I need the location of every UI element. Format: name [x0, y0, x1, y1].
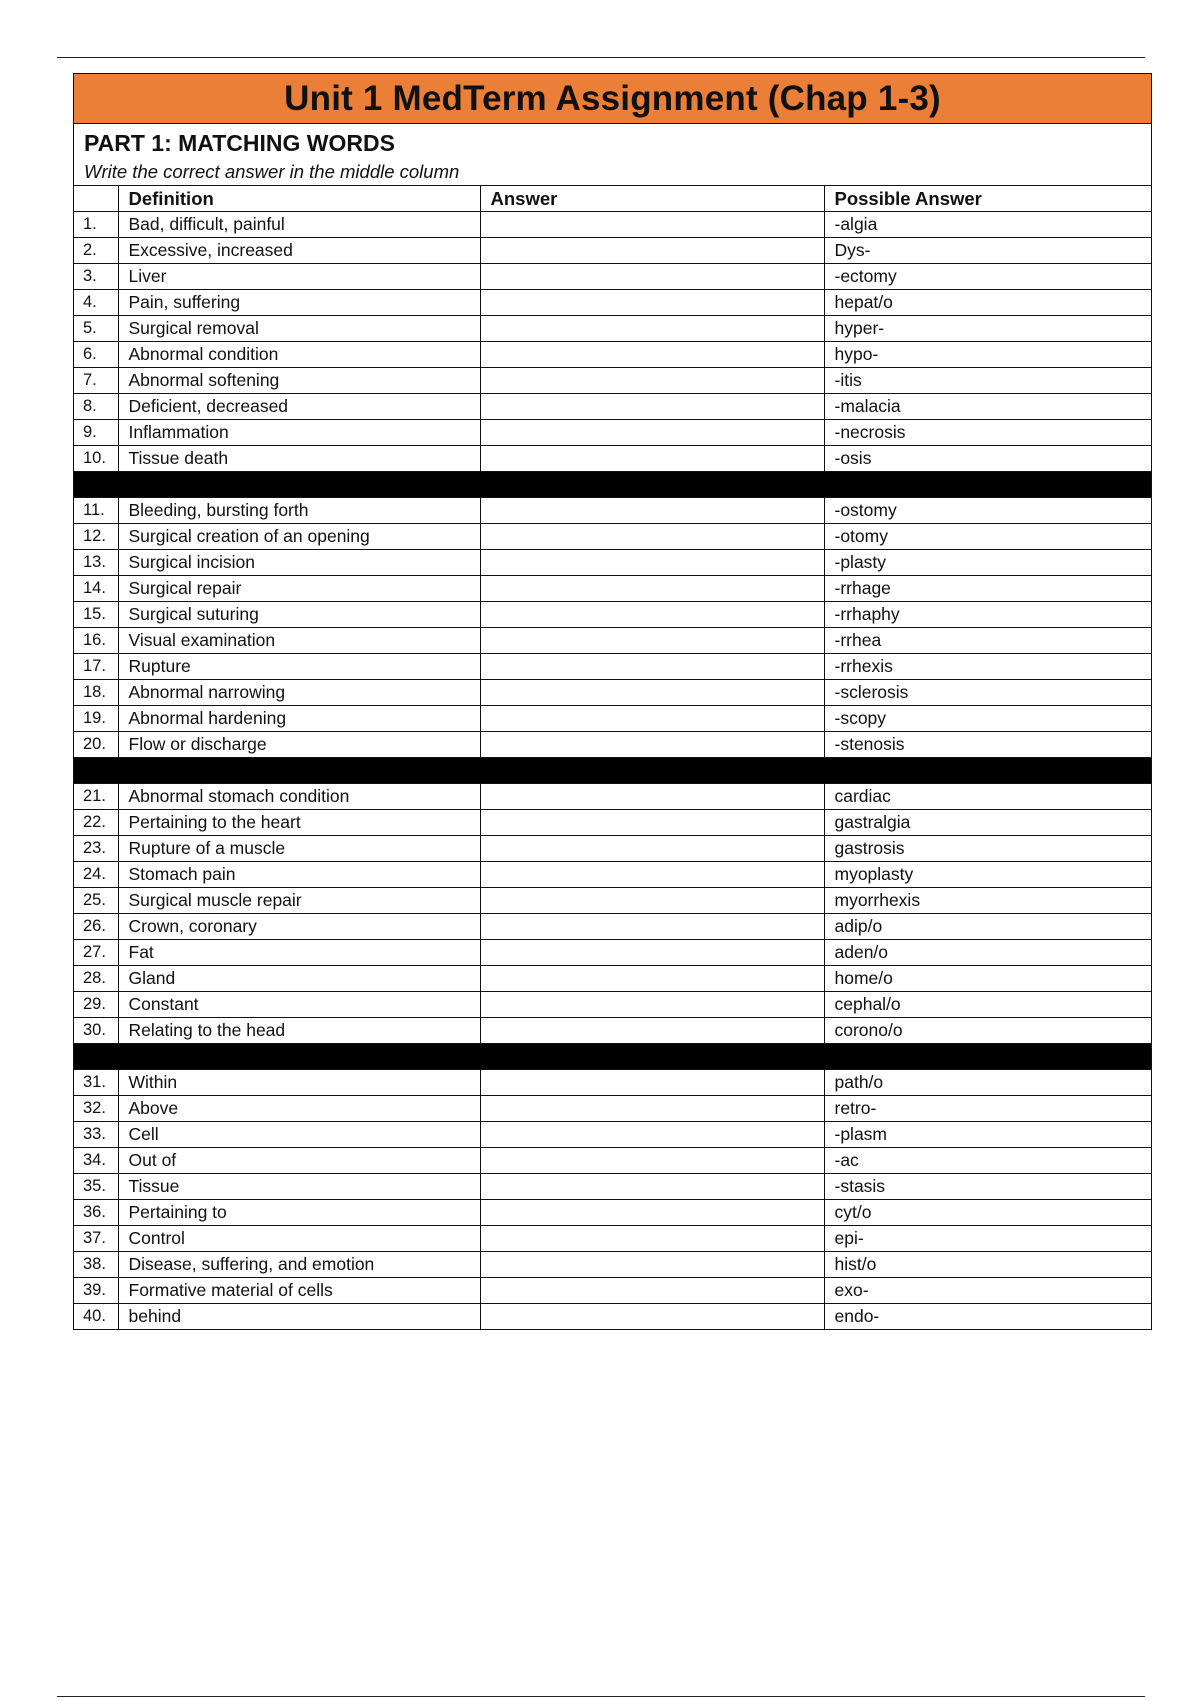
table-row: [74, 264, 1151, 290]
row-number: 7.: [74, 368, 118, 394]
definition-cell: Inflammation: [118, 420, 480, 446]
table-row: [74, 290, 1151, 316]
answer-cell[interactable]: [480, 498, 824, 524]
answer-cell[interactable]: [480, 628, 824, 654]
table-row: [74, 1018, 1151, 1044]
row-number: 11.: [74, 498, 118, 524]
definition-column-header: Definition: [118, 186, 480, 212]
possible-answer-cell: -rrhexis: [824, 654, 1151, 680]
table-row: [74, 1278, 1151, 1304]
answer-cell[interactable]: [480, 342, 824, 368]
row-number: 1.: [74, 212, 118, 238]
answer-cell[interactable]: [480, 914, 824, 940]
table-row: [74, 732, 1151, 758]
definition-cell: Stomach pain: [118, 862, 480, 888]
definition-cell: Abnormal stomach condition: [118, 784, 480, 810]
possible-answer-cell: -plasm: [824, 1122, 1151, 1148]
definition-cell: Surgical repair: [118, 576, 480, 602]
row-number: 9.: [74, 420, 118, 446]
table-row: [74, 966, 1151, 992]
definition-cell: Out of: [118, 1148, 480, 1174]
answer-cell[interactable]: [480, 940, 824, 966]
definition-cell: Constant: [118, 992, 480, 1018]
answer-cell[interactable]: [480, 394, 824, 420]
definition-cell: Gland: [118, 966, 480, 992]
answer-cell[interactable]: [480, 524, 824, 550]
table-row: [74, 602, 1151, 628]
table-row: [74, 212, 1151, 238]
table-row: [74, 992, 1151, 1018]
answer-cell[interactable]: [480, 1070, 824, 1096]
possible-answer-cell: -scopy: [824, 706, 1151, 732]
row-number: 24.: [74, 862, 118, 888]
row-number: 12.: [74, 524, 118, 550]
number-column-header: [74, 186, 118, 212]
answer-cell[interactable]: [480, 1200, 824, 1226]
row-number: 19.: [74, 706, 118, 732]
row-number: 39.: [74, 1278, 118, 1304]
possible-answer-cell: -algia: [824, 212, 1151, 238]
answer-cell[interactable]: [480, 1122, 824, 1148]
table-row: [74, 524, 1151, 550]
table-row: [74, 836, 1151, 862]
possible-answer-cell: -plasty: [824, 550, 1151, 576]
row-number: 8.: [74, 394, 118, 420]
possible-answer-cell: gastralgia: [824, 810, 1151, 836]
row-number: 32.: [74, 1096, 118, 1122]
row-number: 14.: [74, 576, 118, 602]
row-number: 21.: [74, 784, 118, 810]
possible-answer-cell: cephal/o: [824, 992, 1151, 1018]
possible-answer-cell: hyper-: [824, 316, 1151, 342]
matching-table: [74, 186, 1151, 1329]
row-number: 2.: [74, 238, 118, 264]
divider-bar: [74, 472, 1151, 498]
definition-cell: Pain, suffering: [118, 290, 480, 316]
row-number: 13.: [74, 550, 118, 576]
table-row: [74, 420, 1151, 446]
row-number: 33.: [74, 1122, 118, 1148]
answer-cell[interactable]: [480, 316, 824, 342]
row-number: 18.: [74, 680, 118, 706]
possible-answer-cell: hypo-: [824, 342, 1151, 368]
table-row: [74, 316, 1151, 342]
row-number: 23.: [74, 836, 118, 862]
table-row: [74, 1148, 1151, 1174]
answer-cell[interactable]: [480, 420, 824, 446]
answer-cell[interactable]: [480, 810, 824, 836]
table-row: [74, 940, 1151, 966]
possible-answer-cell: corono/o: [824, 1018, 1151, 1044]
definition-cell: Flow or discharge: [118, 732, 480, 758]
possible-answer-cell: -ac: [824, 1148, 1151, 1174]
definition-cell: Tissue: [118, 1174, 480, 1200]
answer-cell[interactable]: [480, 1226, 824, 1252]
header-row: [74, 186, 1151, 212]
possible-answer-cell: -rrhage: [824, 576, 1151, 602]
table-row: [74, 862, 1151, 888]
definition-cell: Formative material of cells: [118, 1278, 480, 1304]
definition-cell: Rupture: [118, 654, 480, 680]
row-number: 25.: [74, 888, 118, 914]
definition-cell: Within: [118, 1070, 480, 1096]
answer-cell[interactable]: [480, 264, 824, 290]
row-number: 31.: [74, 1070, 118, 1096]
definition-cell: Pertaining to: [118, 1200, 480, 1226]
row-number: 37.: [74, 1226, 118, 1252]
answer-cell[interactable]: [480, 1174, 824, 1200]
answer-cell[interactable]: [480, 1018, 824, 1044]
table-row: [74, 1304, 1151, 1330]
answer-cell[interactable]: [480, 576, 824, 602]
table-row: [74, 1122, 1151, 1148]
possible-answer-cell: epi-: [824, 1226, 1151, 1252]
row-number: 34.: [74, 1148, 118, 1174]
possible-answer-cell: -itis: [824, 368, 1151, 394]
possible-answer-cell: myorrhexis: [824, 888, 1151, 914]
answer-cell[interactable]: [480, 1148, 824, 1174]
table-row: [74, 368, 1151, 394]
answer-cell[interactable]: [480, 368, 824, 394]
answer-column-header: Answer: [480, 186, 824, 212]
possible-answer-cell: -stenosis: [824, 732, 1151, 758]
part-header: [74, 124, 1151, 186]
possible-answer-cell: -ostomy: [824, 498, 1151, 524]
row-number: 20.: [74, 732, 118, 758]
possible-answer-cell: cyt/o: [824, 1200, 1151, 1226]
row-number: 38.: [74, 1252, 118, 1278]
possible-answer-cell: Dys-: [824, 238, 1151, 264]
row-number: 26.: [74, 914, 118, 940]
possible-answer-cell: hist/o: [824, 1252, 1151, 1278]
row-number: 30.: [74, 1018, 118, 1044]
divider-bar: [74, 758, 1151, 784]
definition-cell: Bad, difficult, painful: [118, 212, 480, 238]
row-number: 29.: [74, 992, 118, 1018]
definition-cell: Abnormal hardening: [118, 706, 480, 732]
table-row: [74, 498, 1151, 524]
row-number: 17.: [74, 654, 118, 680]
possible-answer-cell: -malacia: [824, 394, 1151, 420]
bottom-page-rule: [57, 1696, 1145, 1697]
answer-cell[interactable]: [480, 446, 824, 472]
row-number: 4.: [74, 290, 118, 316]
answer-cell[interactable]: [480, 550, 824, 576]
row-number: 10.: [74, 446, 118, 472]
answer-cell[interactable]: [480, 784, 824, 810]
section-divider: [74, 472, 1151, 498]
part-heading: PART 1: MATCHING WORDS: [84, 130, 395, 156]
definition-cell: Abnormal softening: [118, 368, 480, 394]
possible-answer-cell: -stasis: [824, 1174, 1151, 1200]
possible-answer-cell: -otomy: [824, 524, 1151, 550]
definition-cell: Excessive, increased: [118, 238, 480, 264]
table-row: [74, 1174, 1151, 1200]
answer-cell[interactable]: [480, 1304, 824, 1330]
title-banner: [74, 74, 1151, 124]
table-row: [74, 914, 1151, 940]
answer-cell[interactable]: [480, 290, 824, 316]
table-row: [74, 706, 1151, 732]
answer-cell[interactable]: [480, 212, 824, 238]
definition-cell: Pertaining to the heart: [118, 810, 480, 836]
row-number: 35.: [74, 1174, 118, 1200]
answer-cell[interactable]: [480, 602, 824, 628]
definition-cell: Rupture of a muscle: [118, 836, 480, 862]
row-number: 6.: [74, 342, 118, 368]
definition-cell: Abnormal narrowing: [118, 680, 480, 706]
top-page-rule: [57, 57, 1145, 58]
definition-cell: Relating to the head: [118, 1018, 480, 1044]
table-row: [74, 238, 1151, 264]
definition-cell: Surgical creation of an opening: [118, 524, 480, 550]
definition-cell: Surgical suturing: [118, 602, 480, 628]
table-row: [74, 888, 1151, 914]
table-row: [74, 1252, 1151, 1278]
table-row: [74, 394, 1151, 420]
possible-answer-cell: aden/o: [824, 940, 1151, 966]
answer-cell[interactable]: [480, 238, 824, 264]
definition-cell: Surgical incision: [118, 550, 480, 576]
possible-answer-cell: -rrhea: [824, 628, 1151, 654]
assignment-sheet: [73, 73, 1152, 1330]
answer-cell[interactable]: [480, 992, 824, 1018]
definition-cell: Disease, suffering, and emotion: [118, 1252, 480, 1278]
table-row: [74, 1070, 1151, 1096]
answer-cell[interactable]: [480, 966, 824, 992]
table-row: [74, 810, 1151, 836]
answer-cell[interactable]: [480, 862, 824, 888]
possible-answer-cell: path/o: [824, 1070, 1151, 1096]
row-number: 3.: [74, 264, 118, 290]
definition-cell: Abnormal condition: [118, 342, 480, 368]
row-number: 27.: [74, 940, 118, 966]
part-instruction: Write the correct answer in the middle column: [84, 161, 460, 182]
table-row: [74, 342, 1151, 368]
possible-answer-cell: endo-: [824, 1304, 1151, 1330]
possible-answer-cell: retro-: [824, 1096, 1151, 1122]
definition-cell: Visual examination: [118, 628, 480, 654]
possible-answer-cell: -sclerosis: [824, 680, 1151, 706]
answer-cell[interactable]: [480, 836, 824, 862]
answer-cell[interactable]: [480, 732, 824, 758]
possible-answer-cell: -ectomy: [824, 264, 1151, 290]
answer-cell[interactable]: [480, 1252, 824, 1278]
table-row: [74, 1096, 1151, 1122]
page-title: Unit 1 MedTerm Assignment (Chap 1-3): [284, 78, 941, 118]
definition-cell: Crown, coronary: [118, 914, 480, 940]
definition-cell: behind: [118, 1304, 480, 1330]
definition-cell: Control: [118, 1226, 480, 1252]
row-number: 28.: [74, 966, 118, 992]
row-number: 15.: [74, 602, 118, 628]
definition-cell: Above: [118, 1096, 480, 1122]
possible-answer-cell: myoplasty: [824, 862, 1151, 888]
definition-cell: Deficient, decreased: [118, 394, 480, 420]
row-number: 16.: [74, 628, 118, 654]
answer-cell[interactable]: [480, 654, 824, 680]
section-divider: [74, 1044, 1151, 1070]
definition-cell: Tissue death: [118, 446, 480, 472]
answer-cell[interactable]: [480, 888, 824, 914]
table-row: [74, 680, 1151, 706]
answer-cell[interactable]: [480, 706, 824, 732]
row-number: 22.: [74, 810, 118, 836]
possible-answer-column-header: Possible Answer: [824, 186, 1151, 212]
definition-cell: Fat: [118, 940, 480, 966]
possible-answer-cell: adip/o: [824, 914, 1151, 940]
answer-cell[interactable]: [480, 680, 824, 706]
table-row: [74, 550, 1151, 576]
table-row: [74, 628, 1151, 654]
possible-answer-cell: -necrosis: [824, 420, 1151, 446]
row-number: 40.: [74, 1304, 118, 1330]
table-row: [74, 576, 1151, 602]
table-row: [74, 1200, 1151, 1226]
possible-answer-cell: -osis: [824, 446, 1151, 472]
possible-answer-cell: exo-: [824, 1278, 1151, 1304]
answer-cell[interactable]: [480, 1096, 824, 1122]
possible-answer-cell: hepat/o: [824, 290, 1151, 316]
possible-answer-cell: home/o: [824, 966, 1151, 992]
table-row: [74, 1226, 1151, 1252]
definition-cell: Liver: [118, 264, 480, 290]
possible-answer-cell: gastrosis: [824, 836, 1151, 862]
table-row: [74, 654, 1151, 680]
answer-cell[interactable]: [480, 1278, 824, 1304]
definition-cell: Cell: [118, 1122, 480, 1148]
table-row: [74, 446, 1151, 472]
possible-answer-cell: -rrhaphy: [824, 602, 1151, 628]
table-row: [74, 784, 1151, 810]
definition-cell: Surgical muscle repair: [118, 888, 480, 914]
definition-cell: Bleeding, bursting forth: [118, 498, 480, 524]
possible-answer-cell: cardiac: [824, 784, 1151, 810]
section-divider: [74, 758, 1151, 784]
row-number: 5.: [74, 316, 118, 342]
definition-cell: Surgical removal: [118, 316, 480, 342]
divider-bar: [74, 1044, 1151, 1070]
row-number: 36.: [74, 1200, 118, 1226]
